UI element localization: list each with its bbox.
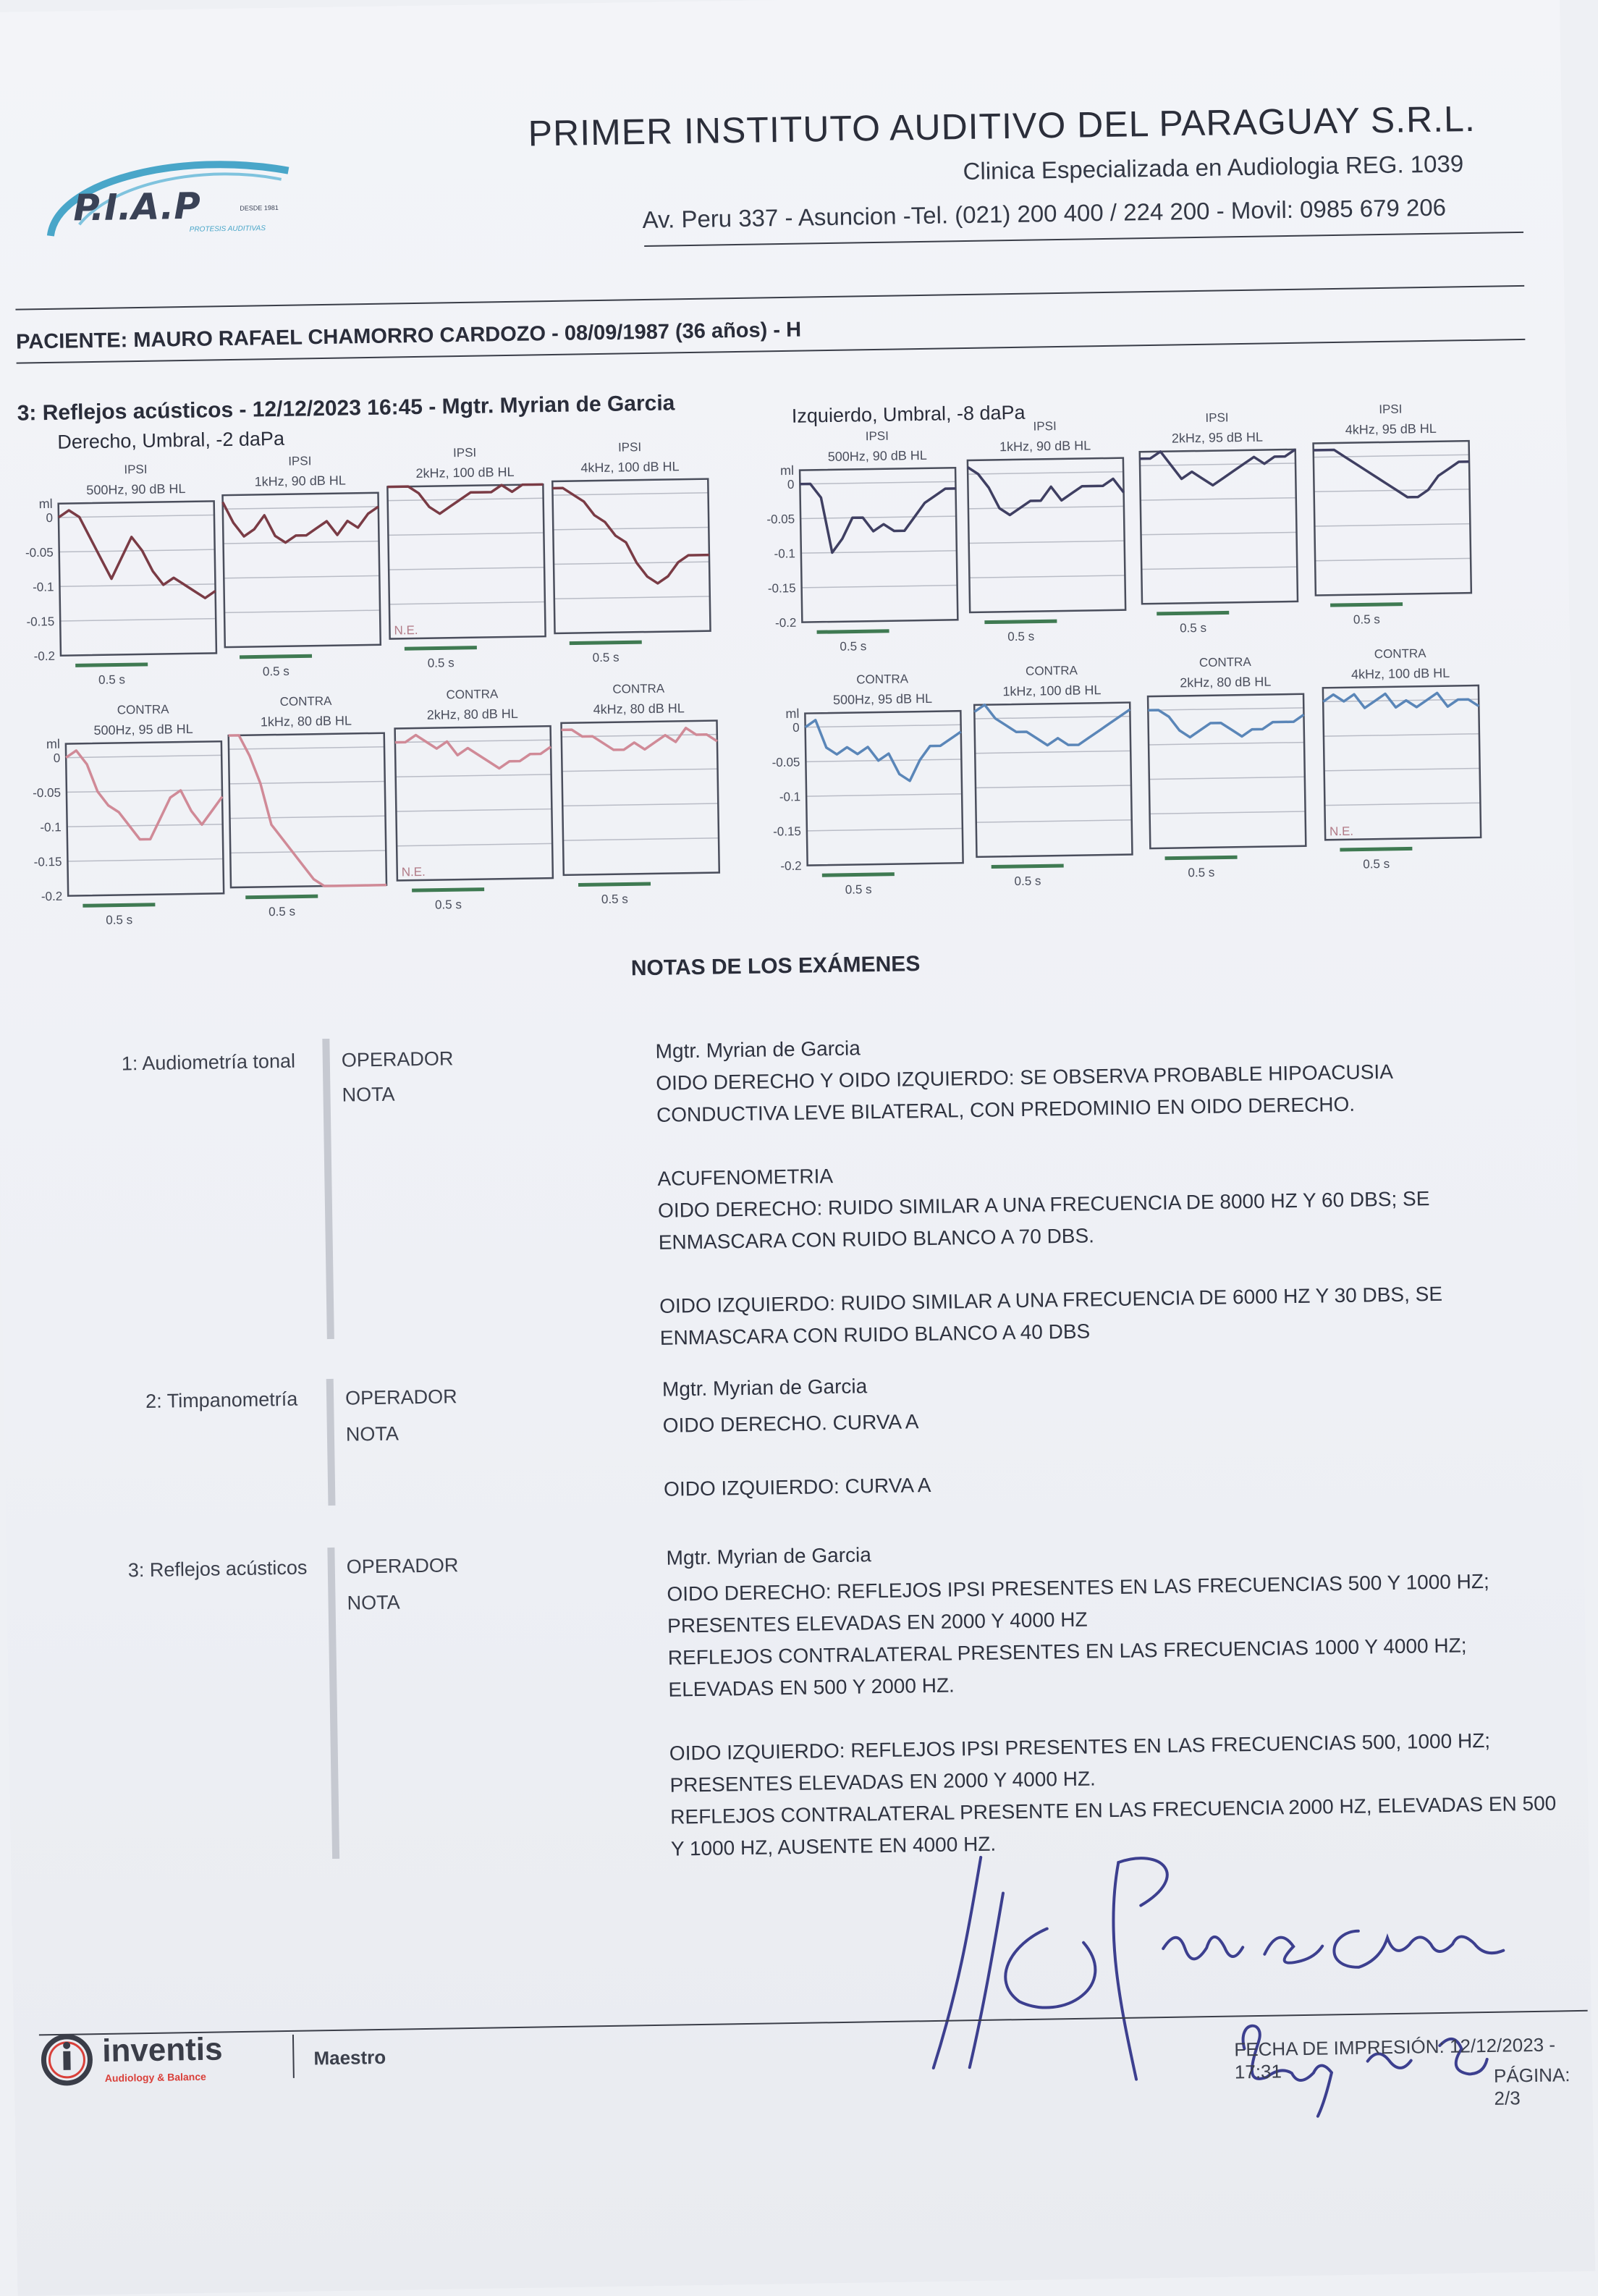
note-section-name: 3: Reflejos acústicos [127,1556,308,1582]
not-evaluated-label: N.E. [1329,824,1354,839]
stimulus-duration-bar [405,648,477,649]
y-tick-label: -0.15 [33,855,62,869]
logo-subtitle: PROTESIS AUDITIVAS [189,224,266,234]
product-name: Maestro [313,2046,386,2069]
note-section-name: 1: Audiometría tonal [121,1050,296,1075]
time-scale-label: 0.5 s [268,904,296,919]
time-scale-label: 0.5 s [427,656,455,670]
time-scale-label: 0.5 s [1363,856,1390,871]
y-unit-label: ml [38,496,53,512]
time-scale-label: 0.5 s [434,898,462,912]
right-ear-label: Derecho, Umbral, -2 daPa [57,427,285,453]
chart-frame [562,720,719,874]
chart-mode-label: CONTRA [446,687,499,702]
reflex-chart [1269,390,1479,636]
section-title: 3: Reflejos acústicos - 12/12/2023 16:45 - Mgtr. Myrian de Garcia [17,391,675,426]
y-tick-label: -0.15 [767,581,796,596]
time-scale-label: 0.5 s [601,892,628,907]
reflex-chart [508,428,718,673]
stimulus-duration-bar [83,905,155,906]
clinic-registration: Clinica Especializada en Audiologia REG. 1039 [963,150,1464,185]
chart-mode-label: CONTRA [1198,654,1251,670]
chart-stimulus-label: 4kHz, 80 dB HL [593,701,685,717]
chart-stimulus-label: 4kHz, 95 dB HL [1345,421,1437,437]
note-text: OIDO DERECHO. CURVA A OIDO IZQUIERDO: CURVA A [662,1410,931,1501]
operator-name: Mgtr. Myrian de Garcia [666,1543,872,1569]
chart-stimulus-label: 500Hz, 90 dB HL [827,447,927,465]
stimulus-duration-bar [1340,848,1412,850]
chart-gridline [1324,803,1480,805]
reflex-chart-svg [508,428,718,670]
not-evaluated-label: N.E. [394,622,418,638]
y-tick-label: 0 [46,510,54,526]
page-number: PÁGINA: 2/3 [1493,2064,1570,2109]
chart-gridline [1324,734,1479,736]
stimulus-duration-bar [245,896,318,898]
chart-mode-label: CONTRA [117,702,169,717]
y-tick-label: -0.05 [25,545,54,560]
reflex-curve [562,727,717,751]
chart-gridline [562,769,718,771]
chart-mode-label: CONTRA [279,693,332,709]
stimulus-duration-bar [992,866,1064,867]
y-tick-label: -0.15 [773,824,802,839]
inventis-logo-icon [39,2032,95,2088]
y-tick-label: -0.05 [771,755,800,770]
y-tick-label: -0.2 [780,858,802,874]
chart-gridline [553,527,709,529]
time-scale-label: 0.5 s [1179,620,1207,636]
chart-mode-label: CONTRA [1374,646,1426,662]
stimulus-duration-bar [1157,612,1229,614]
y-unit-label: ml [779,463,795,478]
stimulus-duration-bar [412,890,484,891]
chart-stimulus-label: 500Hz, 90 dB HL [86,481,186,498]
note-section-bar [327,1548,339,1859]
reflex-chart-svg [517,670,727,911]
chart-gridline [563,838,719,840]
chart-stimulus-label: 2kHz, 100 dB HL [415,464,515,481]
y-tick-label: -0.1 [40,820,62,835]
chart-stimulus-label: 2kHz, 95 dB HL [1171,429,1264,446]
y-tick-label: -0.1 [774,546,796,561]
header-divider-1 [644,232,1523,247]
chart-mode-label: IPSI [452,445,477,460]
y-tick-label: -0.1 [33,580,54,594]
note-section-bar [322,1039,334,1339]
time-scale-label: 0.5 s [98,672,126,687]
reflex-curve [552,486,709,585]
chart-gridline [1324,768,1480,770]
patient-line: PACIENTE: MAURO RAFAEL CHAMORRO CARDOZO - 08/09/1987 (36 años) - H [15,318,802,354]
not-evaluated-label: N.E. [401,864,426,879]
y-tick-label: 0 [792,720,800,735]
chart-mode-label: IPSI [865,429,889,444]
stimulus-duration-bar [75,664,148,666]
note-label: NOTA [342,1083,395,1106]
logo-since: DESDE 1981 [240,203,279,212]
chart-stimulus-label: 4kHz, 100 dB HL [1350,665,1450,682]
chart-mode-label: CONTRA [612,681,665,696]
print-date: FECHA DE IMPRESIÓN: 12/12/2023 - 17:31 [1234,2033,1556,2083]
piap-logo [35,149,297,248]
time-scale-label: 0.5 s [592,650,620,665]
time-scale-label: 0.5 s [1007,629,1035,644]
chart-gridline [554,562,709,564]
note-section-bar [326,1379,336,1506]
chart-gridline [1315,558,1471,560]
reflex-chart [517,670,727,915]
y-tick-label: -0.1 [779,790,801,804]
notes-title: NOTAS DE LOS EXÁMENES [630,952,921,981]
footer-separator [292,2035,295,2078]
chart-mode-label: IPSI [1205,410,1229,425]
y-tick-label: -0.2 [774,615,797,630]
chart-stimulus-label: 2kHz, 80 dB HL [1180,674,1272,691]
header-divider-2 [15,285,1524,311]
time-scale-label: 0.5 s [1188,865,1215,880]
stimulus-duration-bar [1165,857,1238,858]
chart-mode-label: IPSI [1033,419,1057,434]
y-unit-label: ml [785,706,800,721]
y-unit-label: ml [46,736,61,752]
institute-name: PRIMER INSTITUTO AUDITIVO DEL PARAGUAY S.R.L. [528,98,1476,154]
logo-text: P.I.A.P [72,185,201,229]
time-scale-label: 0.5 s [845,882,872,897]
chart-gridline [1314,524,1470,526]
chart-mode-label: IPSI [1379,402,1403,417]
time-scale-label: 0.5 s [840,639,867,654]
chart-mode-label: IPSI [617,440,642,455]
stimulus-duration-bar [240,656,312,657]
chart-gridline [562,803,718,806]
chart-stimulus-label: 2kHz, 80 dB HL [426,706,518,722]
y-tick-label: -0.05 [766,512,795,527]
left-ear-label: Izquierdo, Umbral, -8 daPa [791,401,1026,427]
y-tick-label: -0.15 [26,615,55,629]
chart-stimulus-label: 1kHz, 90 dB HL [999,438,1091,455]
y-tick-label: 0 [53,751,61,765]
time-scale-label: 0.5 s [106,913,133,927]
note-text: OIDO DERECHO Y OIDO IZQUIERDO: SE OBSERVA PROBABLE HIPOACUSIA CONDUCTIVA LEVE BILATERAL, CON PREDOMINIO EN OIDO DERECHO. ACUFENOMETRIA OIDO DERECHO: RUIDO SIMILAR A UNA FRECUENCIA DE 8000 HZ Y 60 DBS; SE ENMASCARA CON RUIDO BLANCO A 70 DBS. OIDO IZQUIERDO: RUIDO SIMILAR A UNA FRECUENCIA DE 6000 HZ Y 30 DBS, SE ENMASCARA CON RUIDO BLANCO A 40 DBS [656,1060,1443,1349]
note-label: NOTA [347,1591,400,1614]
inventis-brand: inventis [101,2031,223,2069]
operator-label: OPERADOR [341,1047,454,1071]
y-tick-label: -0.2 [41,889,63,904]
chart-mode-label: CONTRA [1025,663,1078,678]
chart-mode-label: CONTRA [856,672,909,687]
handwritten-signature [901,1841,1557,2156]
stimulus-duration-bar [570,642,642,643]
chart-stimulus-label: 500Hz, 95 dB HL [93,721,193,738]
chart-gridline [1314,455,1469,457]
reflex-chart-svg [1269,390,1479,632]
time-scale-label: 0.5 s [262,664,289,679]
time-scale-label: 0.5 s [1014,874,1041,889]
clinic-address: Av. Peru 337 - Asuncion -Tel. (021) 200 400 / 224 200 - Movil: 0985 679 206 [642,193,1447,234]
note-text: OIDO DERECHO: REFLEJOS IPSI PRESENTES EN LAS FRECUENCIAS 500 Y 1000 HZ; PRESENTES ELEVADAS EN 2000 Y 4000 HZ REFLEJOS CONTRALATERAL PRESENTES EN LAS FRECUENCIAS 1000 Y 4000 HZ; ELEVADAS EN 500 Y 2000 HZ. OIDO IZQUIERDO: REFLEJOS IPSI PRESENTES EN LAS FRECUENCIAS 500, 1000 HZ; PRESENTES ELEVADAS EN 2000 Y 4000 HZ. REFLEJOS CONTRALATERAL PRESENTE EN LAS FRECUENCIA 2000 HZ, ELEVADAS EN 500 Y 1000 HZ, AUSENTE EN 4000 HZ. [667,1569,1557,1860]
inventis-subtitle: Audiology & Balance [104,2070,206,2085]
stimulus-duration-bar [822,874,895,876]
time-scale-label: 0.5 s [1353,612,1380,627]
chart-stimulus-label: 1kHz, 100 dB HL [1002,683,1102,699]
operator-label: OPERADOR [346,1554,459,1578]
chart-mode-label: IPSI [288,454,312,468]
operator-name: Mgtr. Myrian de Garcia [661,1375,868,1401]
note-section-name: 2: Timpanometría [145,1388,298,1413]
chart-gridline [1314,489,1470,491]
stimulus-duration-bar [984,621,1057,622]
chart-stimulus-label: 4kHz, 100 dB HL [580,459,680,476]
y-tick-label: 0 [787,477,795,492]
chart-stimulus-label: 1kHz, 80 dB HL [260,713,352,730]
operator-name: Mgtr. Myrian de Garcia [655,1037,861,1063]
reflex-chart [1279,635,1489,880]
chart-gridline [554,596,710,599]
chart-stimulus-label: 500Hz, 95 dB HL [832,691,933,707]
y-tick-label: -0.2 [33,649,56,664]
note-label: NOTA [345,1422,400,1445]
stimulus-duration-bar [817,631,889,633]
chart-frame [1314,441,1471,595]
y-tick-label: -0.05 [33,785,62,801]
operator-label: OPERADOR [344,1385,457,1409]
stimulus-duration-bar [578,884,651,885]
stimulus-duration-bar [1330,604,1403,606]
chart-frame [1323,685,1481,840]
chart-mode-label: IPSI [124,462,148,477]
chart-gridline [553,493,709,495]
reflex-chart-svg [1279,635,1489,877]
chart-stimulus-label: 1kHz, 90 dB HL [254,473,346,489]
